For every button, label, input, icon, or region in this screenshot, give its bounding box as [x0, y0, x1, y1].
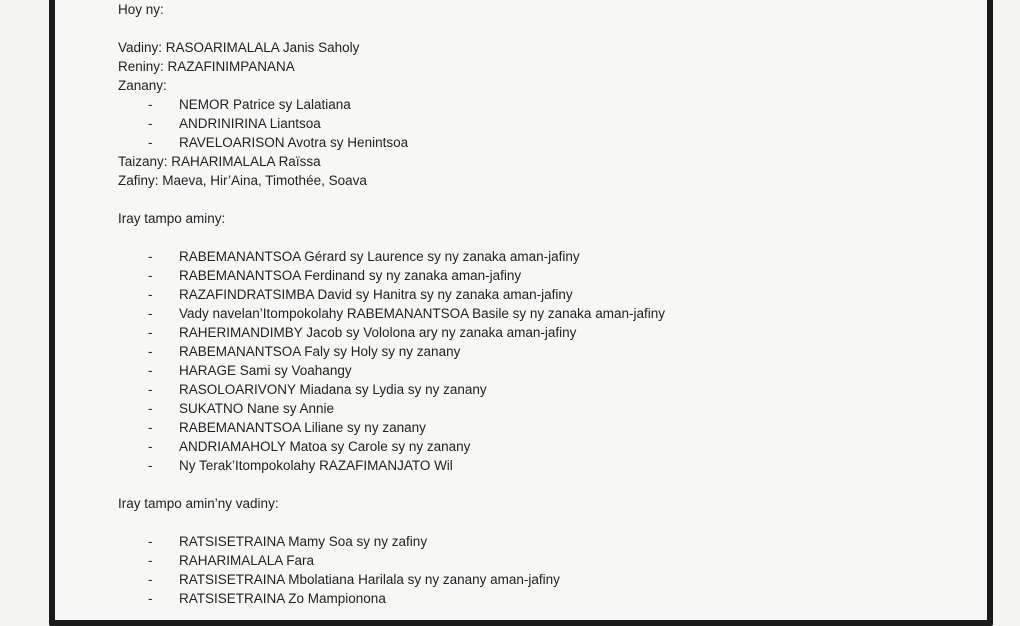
list-item-text: RABEMANANTSOA Ferdinand sy ny zanaka aman-jafiny: [179, 268, 522, 283]
children-label: Zanany:: [118, 78, 167, 93]
bullet-dash: -: [148, 287, 153, 302]
heading: Hoy ny:: [118, 2, 164, 17]
nephew-line: Taizany: RAHARIMALALA Raïssa: [118, 154, 321, 169]
list-item: [118, 589, 386, 608]
list-item: [118, 285, 573, 304]
document-body: [118, 0, 665, 608]
list-item: [118, 551, 367, 570]
list-item-text: ANDRIAMAHOLY Matoa sy Carole sy ny zanany: [179, 439, 471, 454]
list-item: [118, 133, 409, 152]
bullet-dash: -: [148, 363, 153, 378]
bullet-dash: -: [148, 97, 153, 112]
bullet-dash: -: [148, 572, 153, 587]
list-item-text: RAHERIMANDIMBY Jacob sy Vololona ary ny zanaka aman-jafiny: [179, 325, 577, 340]
list-item: [118, 266, 522, 285]
list-item-text: RAVELOARISON Avotra sy Henintsoa: [179, 135, 409, 150]
list-item-text: Vady navelan’Itompokolahy RABEMANANTSOA Basile sy ny zanaka aman-jafiny: [179, 306, 665, 321]
list-item-text: HARAGE Sami sy Voahangy: [179, 363, 352, 378]
bullet-dash: -: [148, 344, 153, 359]
bullet-dash: -: [148, 591, 153, 606]
bullet-dash: -: [148, 553, 153, 568]
bullet-dash: -: [148, 439, 153, 454]
list-item: [118, 532, 428, 551]
list-item-text: RASOLOARIVONY Miadana sy Lydia sy ny zanany: [179, 382, 487, 397]
list-item: [118, 418, 426, 437]
list-item-text: ANDRINIRINA Liantsoa: [179, 116, 321, 131]
list-item-text: Ny Terak’Itompokolahy RAZAFIMANJATO Wil: [179, 458, 453, 473]
list-item: [118, 247, 580, 266]
list-item: [118, 570, 560, 589]
list-item: [118, 456, 453, 475]
list-item: [118, 114, 367, 133]
list-item-text: SUKATNO Nane sy Annie: [179, 401, 335, 416]
bullet-dash: -: [148, 382, 153, 397]
bullet-dash: -: [148, 534, 153, 549]
spacer: [118, 228, 367, 247]
list-item: [118, 437, 471, 456]
list-item-text: RATSISETRAINA Zo Mampionona: [179, 591, 386, 606]
list-item-text: RABEMANANTSOA Faly sy Holy sy ny zanany: [179, 344, 461, 359]
list-item-text: RAHARIMALALA Fara: [179, 553, 315, 568]
grandchildren-line: Zafiny: Maeva, Hir’Aina, Timothée, Soava: [118, 173, 367, 188]
list-item: [118, 361, 367, 380]
bullet-dash: -: [148, 135, 153, 150]
bullet-dash: -: [148, 249, 153, 264]
list-item: [118, 304, 665, 323]
bullet-dash: -: [148, 325, 153, 340]
bullet-dash: -: [148, 268, 153, 283]
list-item-text: RABEMANANTSOA Gérard sy Laurence sy ny zanaka aman-jafiny: [179, 249, 580, 264]
list-item: [118, 323, 577, 342]
list-item-text: NEMOR Patrice sy Lalatiana: [179, 97, 351, 112]
spouse-siblings-title: Iray tampo amin’ny vadiny:: [118, 496, 279, 511]
list-item-text: RABEMANANTSOA Liliane sy ny zanany: [179, 420, 426, 435]
list-item-text: RAZAFINDRATSIMBA David sy Hanitra sy ny zanaka aman-jafiny: [179, 287, 573, 302]
list-item: [118, 380, 487, 399]
spouse-line: Vadiny: RASOARIMALALA Janis Saholy: [118, 40, 360, 55]
bullet-dash: -: [148, 306, 153, 321]
spacer: [118, 19, 367, 38]
spacer: [118, 513, 367, 532]
spacer: [118, 475, 367, 494]
bullet-dash: -: [148, 116, 153, 131]
list-item-text: RATSISETRAINA Mbolatiana Harilala sy ny zanany aman-jafiny: [179, 572, 560, 587]
bullet-dash: -: [148, 401, 153, 416]
list-item: [118, 399, 367, 418]
siblings-title: Iray tampo aminy:: [118, 211, 226, 226]
list-item: [118, 95, 367, 114]
list-item-text: RATSISETRAINA Mamy Soa sy ny zafiny: [179, 534, 428, 549]
list-item: [118, 342, 461, 361]
mother-line: Reniny: RAZAFINIMPANANA: [118, 59, 295, 74]
bullet-dash: -: [148, 458, 153, 473]
spacer: [118, 190, 367, 209]
bullet-dash: -: [148, 420, 153, 435]
